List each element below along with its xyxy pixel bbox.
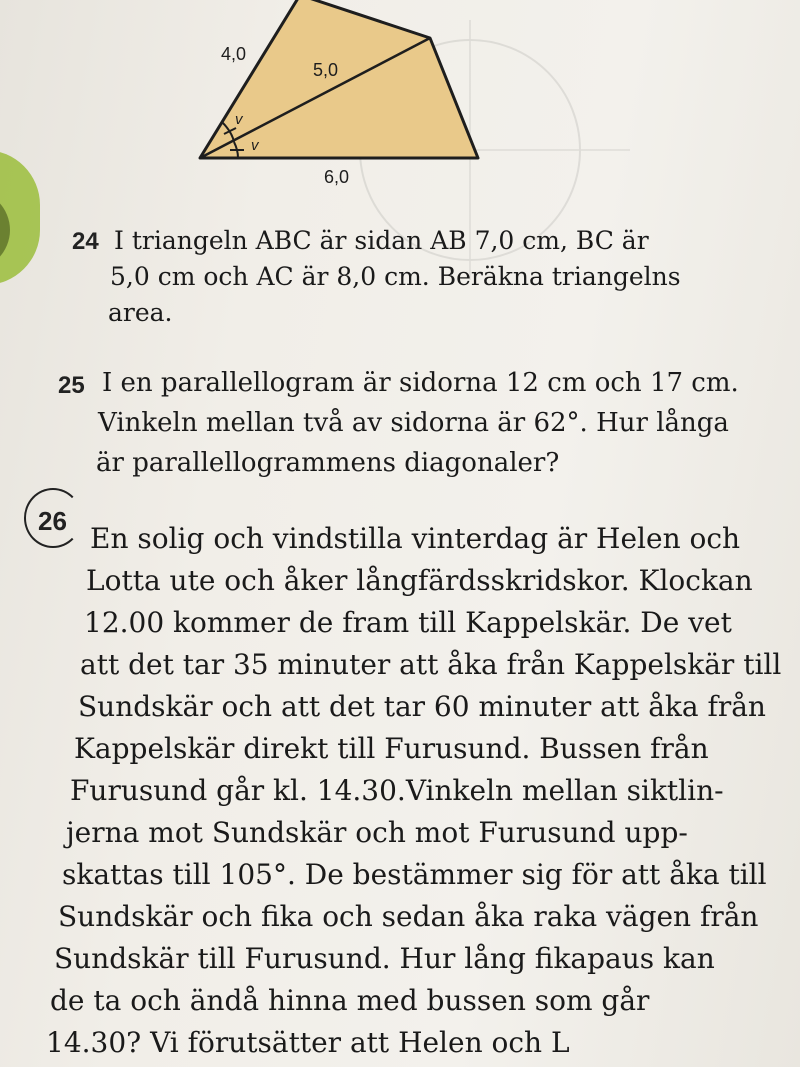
- base-length-label: 6,0: [324, 167, 350, 187]
- diagonal-length-label: 5,0: [313, 60, 339, 80]
- problem-text-line: 5,0 cm och AC är 8,0 cm. Beräkna triangelns: [110, 262, 681, 291]
- problem-number: 25: [58, 372, 85, 399]
- problem-text-line: skattas till 105°. De bestämmer sig för att åka till: [62, 858, 767, 891]
- angle-label-lower: v: [251, 137, 259, 154]
- problem-text-line: Sundskär till Furusund. Hur lång fikapaus kan: [54, 942, 715, 975]
- quadrilateral-shape: [200, 0, 478, 158]
- side-length-label: 4,0: [221, 44, 247, 64]
- problem-text-line: En solig och vindstilla vinterdag är Helen och: [90, 522, 741, 555]
- problem-number: 24: [72, 228, 99, 255]
- problem-text-line: Sundskär och fika och sedan åka raka vägen från: [58, 900, 759, 933]
- problem-text-line: att det tar 35 minuter att åka från Kappelskär till: [80, 648, 782, 681]
- problem-text-line: 14.30? Vi förutsätter att Helen och L: [46, 1026, 570, 1059]
- problem-number: 26: [38, 506, 67, 536]
- quadrilateral-figure: [160, 0, 520, 195]
- problem-text-line: I triangeln ABC är sidan AB 7,0 cm, BC är: [114, 226, 649, 255]
- problem-text-line: de ta och ändå hinna med bussen som går: [50, 984, 650, 1017]
- problem-text-line: I en parallellogram är sidorna 12 cm och 17 cm.: [102, 368, 739, 398]
- problem-text-line: Lotta ute och åker långfärdsskridskor. Klockan: [86, 564, 753, 597]
- problem-text-line: Sundskär och att det tar 60 minuter att åka från: [78, 690, 766, 723]
- problem-text-line: Kappelskär direkt till Furusund. Bussen från: [74, 732, 709, 765]
- problem-text-line: 12.00 kommer de fram till Kappelskär. De vet: [84, 606, 732, 639]
- problem-text-line: är parallellogrammens diagonaler?: [96, 448, 560, 478]
- angle-label-upper: v: [235, 111, 243, 128]
- problem-text-line: Furusund går kl. 14.30.Vinkeln mellan siktlin-: [70, 774, 724, 807]
- problem-text-line: Vinkeln mellan två av sidorna är 62°. Hur långa: [98, 408, 729, 438]
- problem-text-line: jerna mot Sundskär och mot Furusund upp-: [66, 816, 688, 849]
- problem-text-line: area.: [108, 298, 173, 327]
